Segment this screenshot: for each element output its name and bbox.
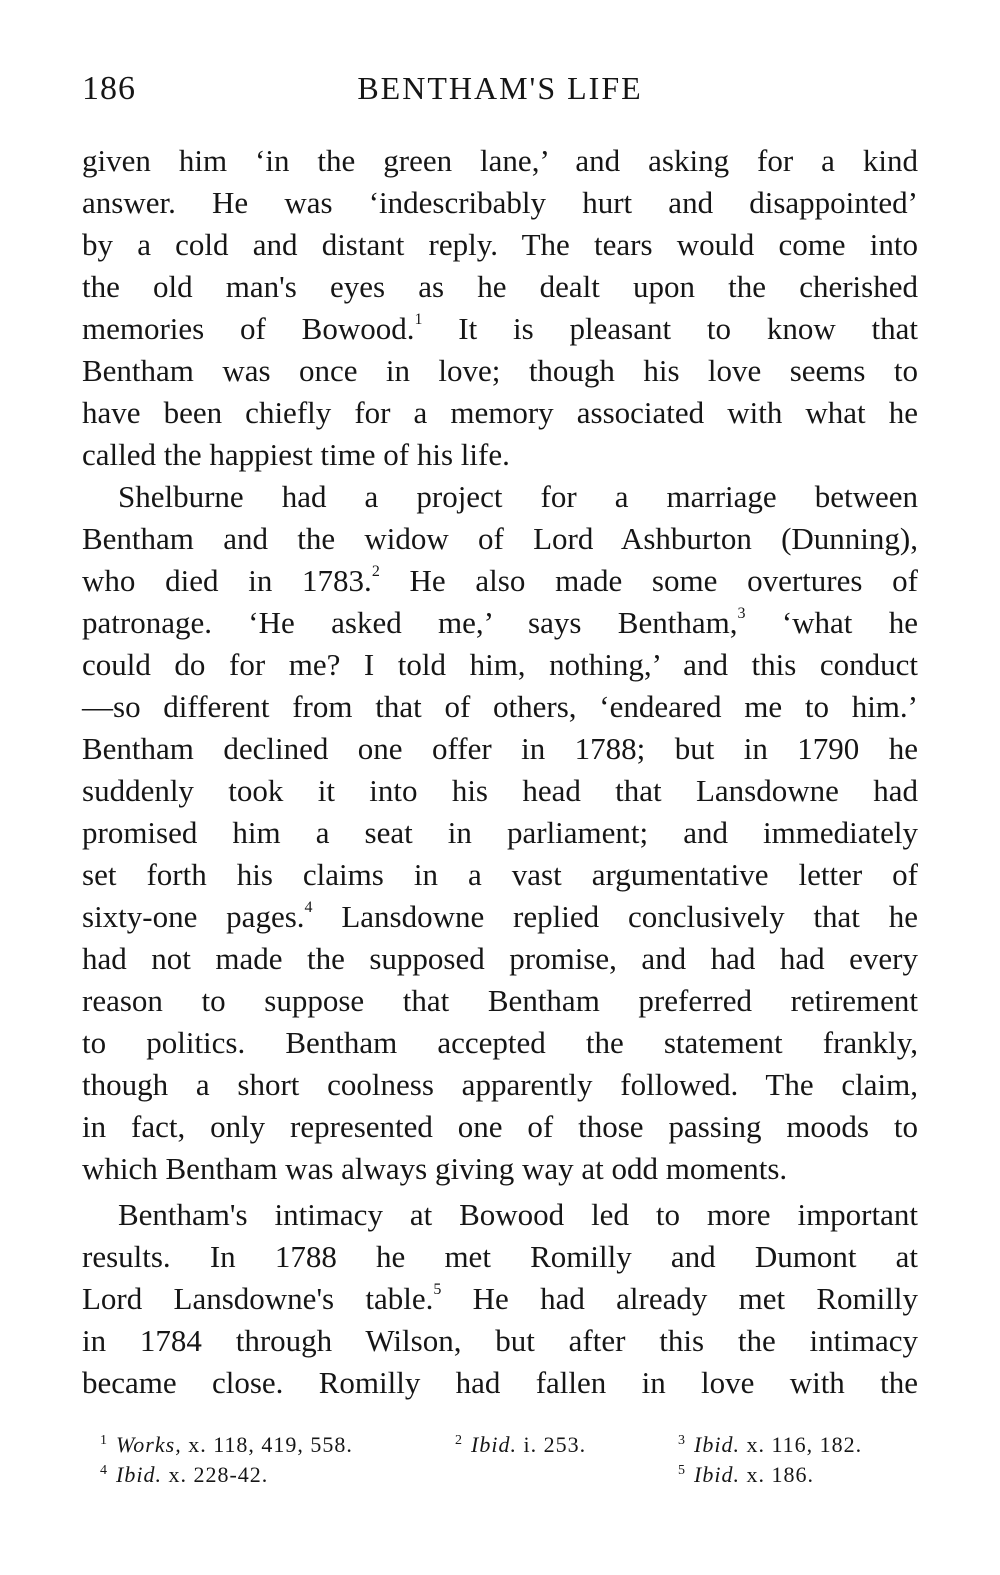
footnote-reference: x. 228-42.	[161, 1462, 269, 1487]
text-span: patronage. ‘He asked me,’ says Bentham,	[82, 605, 738, 640]
text-line	[82, 560, 918, 602]
text-line: by a cold and distant reply. The tears would come into	[82, 227, 918, 262]
text-span: Lansdowne replied conclusively that he	[312, 899, 918, 934]
text-line	[82, 308, 918, 350]
text-line: had not made the supposed promise, and had had every	[82, 941, 918, 976]
text-line: Bentham was once in love; though his love seems to	[82, 353, 918, 388]
text-line: to politics. Bentham accepted the statement frankly,	[82, 1025, 918, 1060]
footnote-title: Ibid.	[116, 1462, 162, 1487]
paragraph-start: Bentham's intimacy at Bowood led to more important	[118, 1197, 918, 1232]
footnote-number: 5	[678, 1462, 686, 1478]
footnote-marker: 5	[433, 1280, 442, 1298]
footnote-title: Ibid.	[694, 1432, 740, 1457]
footnote	[100, 1432, 353, 1458]
text-line: answer. He was ‘indescribably hurt and disappointed’	[82, 185, 918, 220]
running-head: BENTHAM'S LIFE	[357, 70, 643, 106]
text-line	[82, 896, 918, 938]
footnote	[455, 1432, 586, 1458]
text-line: suddenly took it into his head that Lansdowne had	[82, 773, 918, 808]
footnote-reference: x. 116, 182.	[739, 1432, 863, 1457]
paragraph-start: Shelburne had a project for a marriage between	[118, 479, 918, 514]
text-line: could do for me? I told him, nothing,’ and this conduct	[82, 647, 918, 682]
footnote-title: Ibid.	[694, 1462, 740, 1487]
footnote-reference: x. 118, 419, 558.	[181, 1432, 353, 1457]
text-line: Bentham declined one offer in 1788; but in 1790 he	[82, 731, 918, 766]
footnote-number: 3	[678, 1432, 686, 1448]
text-line: in 1784 through Wilson, but after this the intimacy	[82, 1323, 918, 1358]
footnote-reference: x. 186.	[739, 1462, 814, 1487]
text-span: He had already met Romilly	[441, 1281, 919, 1316]
text-span: who died in 1783.	[82, 563, 372, 598]
text-span: sixty-one pages.	[82, 899, 305, 934]
text-line: set forth his claims in a vast argumentative letter of	[82, 857, 918, 892]
text-line: called the happiest time of his life.	[82, 437, 510, 472]
text-span: ‘what he	[745, 605, 919, 640]
text-line: Bentham and the widow of Lord Ashburton (Dunning),	[82, 521, 918, 556]
footnote-title: Ibid.	[471, 1432, 517, 1457]
text-line: though a short coolness apparently followed. The claim,	[82, 1067, 918, 1102]
footnote	[100, 1462, 268, 1488]
text-line: —so different from that of others, ‘endeared me to him.’	[82, 689, 918, 724]
text-line: reason to suppose that Bentham preferred retirement	[82, 983, 918, 1018]
text-span: It is pleasant to know that	[422, 311, 918, 346]
text-line	[82, 602, 918, 644]
footnote-marker: 2	[371, 562, 380, 580]
text-line: which Bentham was always giving way at odd moments.	[82, 1151, 788, 1186]
text-line: given him ‘in the green lane,’ and asking for a kind	[82, 143, 918, 178]
page-number: 186	[82, 70, 136, 107]
text-line: have been chiefly for a memory associated with what he	[82, 395, 918, 430]
footnote-marker: 3	[737, 604, 746, 622]
text-span: memories of Bowood.	[82, 311, 415, 346]
footnote-number: 4	[100, 1462, 108, 1478]
text-line	[82, 1278, 918, 1320]
text-line: promised him a seat in parliament; and immediately	[82, 815, 918, 850]
footnote-number: 1	[100, 1432, 108, 1448]
footnote-number: 2	[455, 1432, 463, 1448]
footnote	[678, 1462, 814, 1488]
text-line: became close. Romilly had fallen in love with the	[82, 1365, 918, 1400]
text-span: Lord Lansdowne's table.	[82, 1281, 434, 1316]
body-text	[82, 140, 918, 1404]
footnote-marker: 4	[304, 898, 313, 916]
text-span: He also made some overtures of	[379, 563, 918, 598]
footnote-title: Works,	[116, 1432, 182, 1457]
footnote-reference: i. 253.	[516, 1432, 587, 1457]
footnote	[678, 1432, 862, 1458]
text-line: results. In 1788 he met Romilly and Dumont at	[82, 1239, 918, 1274]
text-line: the old man's eyes as he dealt upon the cherished	[82, 269, 918, 304]
page-header	[82, 70, 918, 120]
text-line: in fact, only represented one of those passing moods to	[82, 1109, 918, 1144]
footnote-marker: 1	[414, 310, 423, 328]
